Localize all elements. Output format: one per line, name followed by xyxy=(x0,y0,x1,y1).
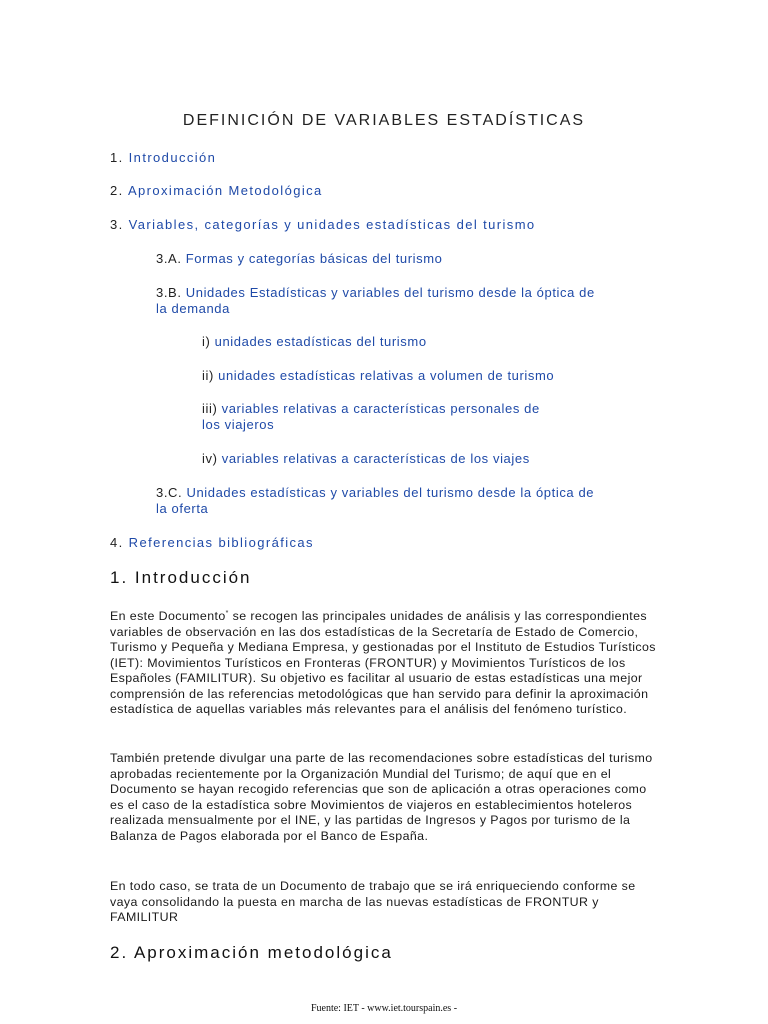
toc-item-3[interactable] xyxy=(110,217,536,233)
toc-number: iii) xyxy=(202,401,218,416)
toc-link-viajes[interactable]: variables relativas a características de los viajes xyxy=(221,451,530,466)
toc-item-iv[interactable] xyxy=(202,451,530,467)
toc-item-i[interactable] xyxy=(202,334,427,350)
toc-number: 2. xyxy=(110,183,124,198)
intro-paragraph-1-rest: se recogen las principales unidades de análisis y las correspondientes variables de observación en las dos estadísticas de la Secretaría de Estado de Comercio, Turismo y Pequeña y Mediana Empresa, y gestionadas por el Instituto de Estudios Turísticos (IET): Movimientos Turísticos en Fronteras (FRONTUR) y Movimientos Turísticos de los Españoles (FAMILITUR). Su objetivo es facilitar al usuario de estas estadísticas una mejor comprensión de las referencias metodológicas que han servido para definir la aproximación estadística de aquellas variables más relevantes para el análisis del fenómeno turístico. xyxy=(110,609,656,717)
intro-paragraph-1 xyxy=(110,606,662,718)
toc-item-3c[interactable] xyxy=(156,485,616,517)
footnote-marker[interactable]: * xyxy=(225,610,229,617)
intro-paragraph-3: En todo caso, se trata de un Documento de trabajo que se irá enriqueciendo conforme se vaya consolidando la puesta en marcha de las nuevas estadísticas de FRONTUR y FAMILITUR xyxy=(110,879,636,924)
toc-link-oferta[interactable]: Unidades estadísticas y variables del turismo desde la óptica de xyxy=(186,485,595,500)
toc-link-personales[interactable]: variables relativas a características personales de xyxy=(221,401,540,416)
page-footer-source: Fuente: IET - www.iet.tourspain.es - xyxy=(310,1003,458,1014)
toc-item-3a[interactable] xyxy=(156,251,443,267)
toc-number: 3.B. xyxy=(156,285,182,300)
toc-link-volumen[interactable]: unidades estadísticas relativas a volumen de turismo xyxy=(218,368,555,383)
toc-link-referencias[interactable]: Referencias bibliográficas xyxy=(128,535,314,550)
document-title: DEFINICIÓN DE VARIABLES ESTADÍSTICAS xyxy=(182,112,586,129)
toc-number: i) xyxy=(202,334,211,349)
toc-number: 3.A. xyxy=(156,251,182,266)
toc-number: 1. xyxy=(110,150,124,165)
toc-link-personales-cont[interactable]: los viajeros xyxy=(202,417,275,432)
toc-number: 3.C. xyxy=(156,485,183,500)
intro-paragraph-1-start: En este Documento xyxy=(110,609,226,624)
toc-link-demanda-cont[interactable]: la demanda xyxy=(156,301,230,316)
section-heading-introduccion: 1. Introducción xyxy=(110,568,252,587)
toc-item-2[interactable] xyxy=(110,183,323,199)
toc-link-aproximacion[interactable]: Aproximación Metodológica xyxy=(127,183,323,198)
toc-number: 4. xyxy=(110,535,124,550)
intro-paragraph-2: También pretende divulgar una parte de las recomendaciones sobre estadísticas del turismo aprobadas recientemente por la Organización Mundial del Turismo; de aquí que en el Documento se hayan recogido referencias que son de aplicación a otras operaciones como es el caso de la estadística sobre Movimientos de viajeros en establecimientos hoteleros realizada mensualmente por el INE, y las partidas de Ingresos y Pagos por turismo de la Balanza de Pagos elaborada por el Banco de España. xyxy=(110,751,653,843)
toc-link-oferta-cont[interactable]: la oferta xyxy=(156,501,209,516)
toc-item-3b[interactable] xyxy=(156,285,616,317)
toc-number: 3. xyxy=(110,217,124,232)
toc-link-formas[interactable]: Formas y categorías básicas del turismo xyxy=(185,251,443,266)
toc-number: iv) xyxy=(202,451,218,466)
toc-item-4[interactable] xyxy=(110,535,314,551)
section-heading-metodologica: 2. Aproximación metodológica xyxy=(110,943,393,962)
toc-item-iii[interactable] xyxy=(202,401,602,433)
toc-link-introduccion[interactable]: Introducción xyxy=(128,150,217,165)
toc-number: ii) xyxy=(202,368,214,383)
toc-item-1[interactable] xyxy=(110,150,216,166)
toc-item-ii[interactable] xyxy=(202,368,554,384)
toc-link-variables[interactable]: Variables, categorías y unidades estadísticas del turismo xyxy=(128,217,536,232)
toc-link-demanda[interactable]: Unidades Estadísticas y variables del turismo desde la óptica de xyxy=(185,285,595,300)
toc-link-unidades[interactable]: unidades estadísticas del turismo xyxy=(214,334,427,349)
